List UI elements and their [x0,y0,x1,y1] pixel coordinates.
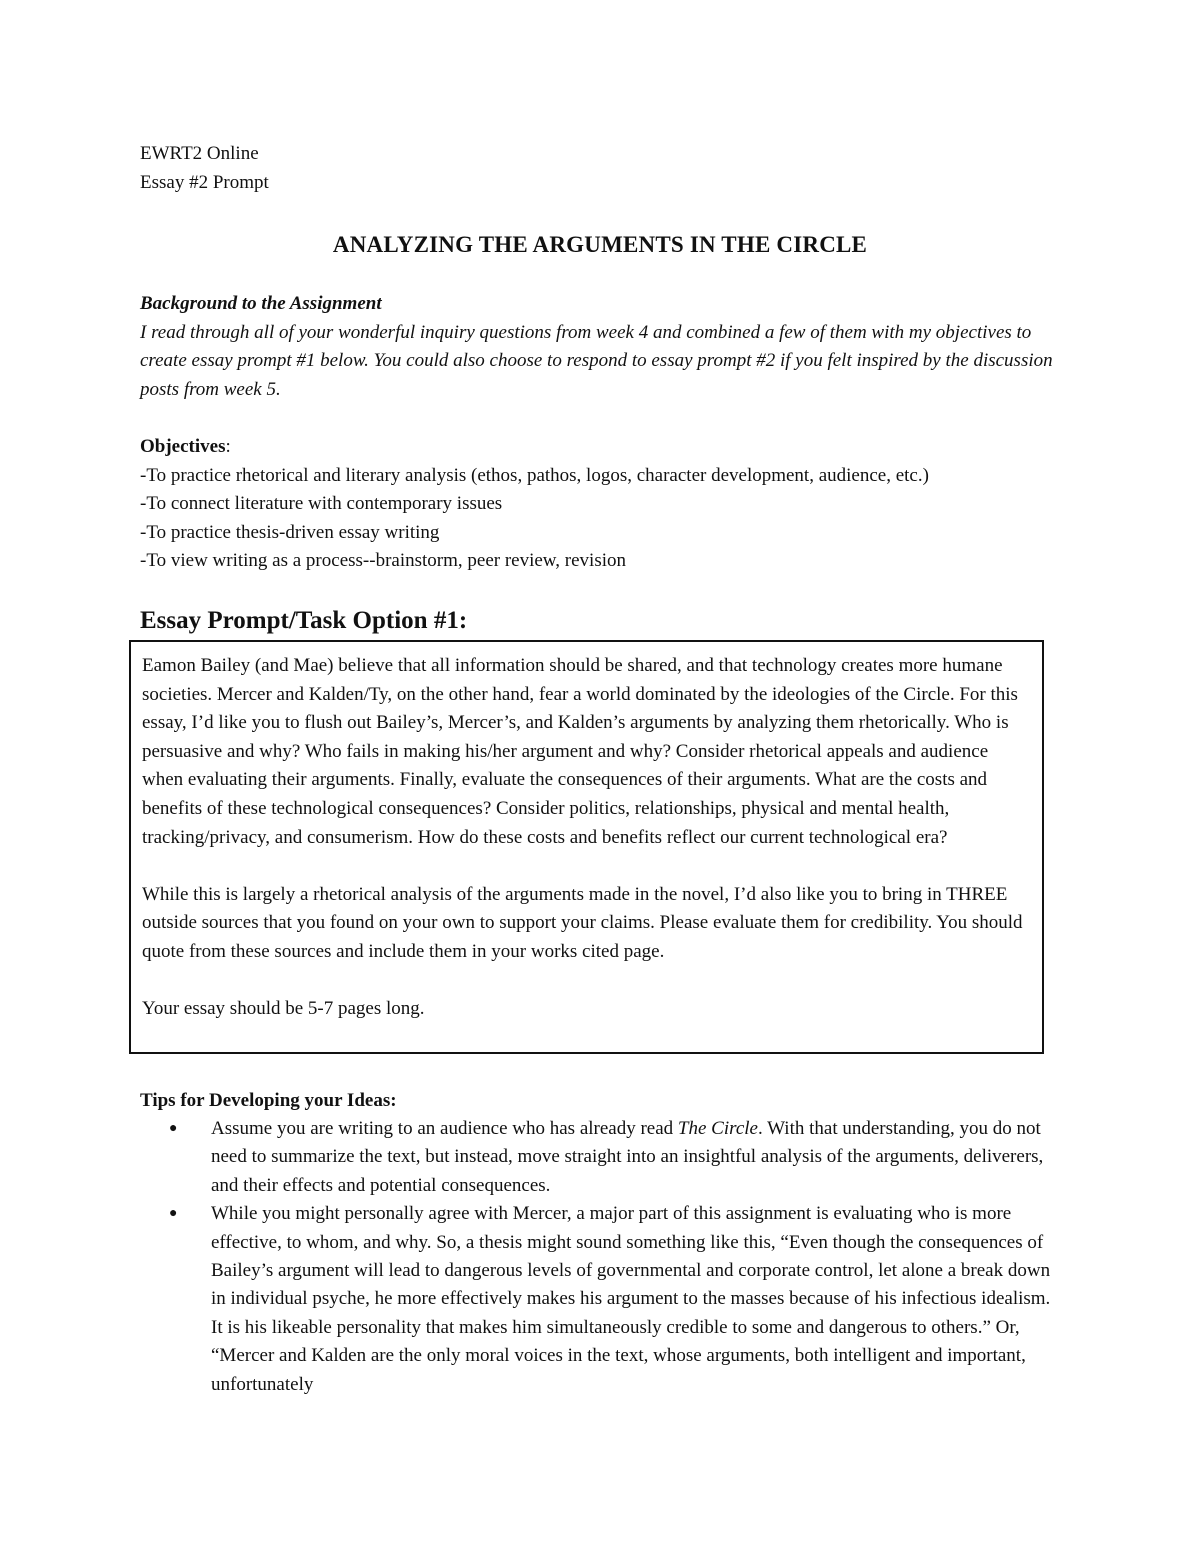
bullet-icon: ● [169,1121,178,1136]
objectives-section [140,433,1060,576]
tips-heading: Tips for Developing your Ideas: [140,1090,397,1111]
objective-item: -To connect literature with contemporary issues [140,493,503,515]
essay-prompt-box [129,640,1044,1054]
objectives-colon: : [225,436,231,457]
background-section [140,290,1060,404]
objective-item: -To practice thesis-driven essay writing [140,521,440,543]
tip-item [140,1200,1065,1399]
objectives-heading: Objectives [140,436,226,457]
document-title: ANALYZING THE ARGUMENTS IN THE CIRCLE [332,232,868,257]
book-title: The Circle [677,1118,758,1139]
document-header [140,140,1060,197]
objective-item: -To view writing as a process--brainstorm, peer review, revision [140,550,627,572]
tip-item [140,1115,1065,1200]
tips-list [140,1115,1065,1399]
prompt-paragraph: While this is largely a rhetorical analysis of the arguments made in the novel, I’d also like you to bring in THREE outside sources that you found on your own to support your claims. Please evaluate them for credibility. You should quote from these sources and include them in your works cited page. [142,883,1023,962]
essay-prompt-heading: Essay Prompt/Task Option #1: [140,607,468,634]
prompt-paragraph: Eamon Bailey (and Mae) believe that all information should be shared, and that technology creates more humane societies. Mercer and Kalden/Ty, on the other hand, fear a world dominated by the ideologies of the Circle. For this essay, I’d like you to flush out Bailey’s, Mercer’s, and Kalden’s arguments by analyzing them rhetorically. Who is persuasive and why? Who fails in making his/her argument and why? Consider rhetorical appeals and audience when evaluating their arguments. Finally, evaluate the consequences of their arguments. What are the costs and benefits of these technological consequences? Consider politics, relationships, physical and mental health, tracking/privacy, and consumerism. How do these costs and benefits reflect our current technological era? [142,655,1018,848]
essay-label: Essay #2 Prompt [140,171,269,193]
tip-text: While you might personally agree with Mercer, a major part of this assignment is evaluating who is more effective, to whom, and why. So, a thesis might sound something like this, “Even though the consequences of Bailey’s argument will lead to dangerous levels of governmental and corporate control, let alone a break down in individual psyche, he more effectively makes his argument to the masses because of his infectious idealism. It is his likeable personality that makes him simultaneously credible to some and dangerous to others.” Or, “Mercer and Kalden are the only moral voices in the text, whose arguments, both intelligent and important, unfortunately [211,1203,1051,1395]
background-heading: Background to the Assignment [140,293,382,314]
background-text: I read through all of your wonderful inquiry questions from week 4 and combined a few of them with my objectives to create essay prompt #1 below. You could also choose to respond to essay prompt #2 if you felt inspired by the discussion posts from week 5. [140,321,1053,400]
prompt-length-note: Your essay should be 5-7 pages long. [142,998,425,1020]
tip-text-start: Assume you are writing to an audience who has already read [211,1118,678,1139]
tip-text-end: . With that understanding, you do not need to summarize the text, but instead, move straight into an insightful analysis of the arguments, deliverers, and their effects and potential consequences. [211,1118,1044,1196]
course-name: EWRT2 Online [140,143,259,164]
objective-item: -To practice rhetorical and literary analysis (ethos, pathos, logos, character development, audience, etc.) [140,464,929,486]
bullet-icon: ● [169,1206,178,1222]
